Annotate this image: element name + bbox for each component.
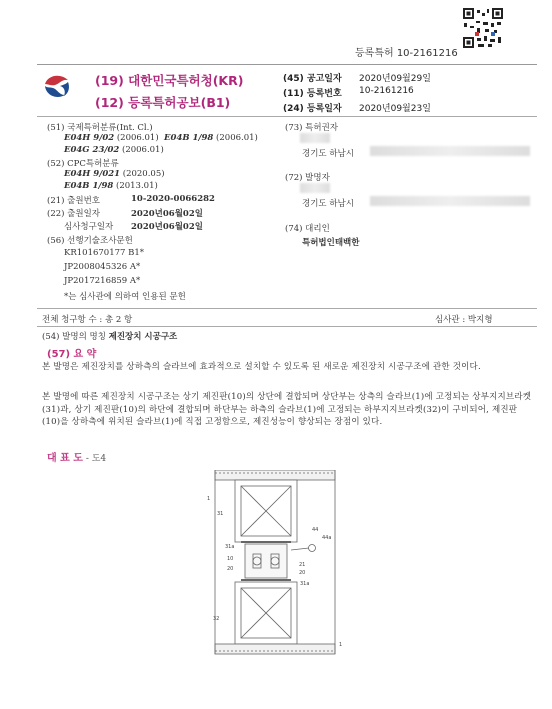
abstract-heading: (57) 요 약 [47, 349, 97, 360]
figure-label: 32 [213, 616, 220, 622]
office-title: (19) 대한민국특허청(KR) [95, 73, 244, 88]
pub-date-row [283, 71, 431, 84]
agent-name: 특허법인태백한 [302, 238, 360, 248]
inventor-label: (72) 발명자 [285, 173, 330, 183]
examiner: 심사관 : 박지형 [435, 315, 493, 325]
representative-figure [47, 449, 106, 464]
prior-art-note: *는 심사관에 의하여 인용된 문헌 [64, 292, 186, 302]
representative-drawing [205, 470, 350, 700]
figure-label: 1 [207, 496, 211, 502]
figure-label: 20 [299, 570, 306, 576]
pub-date-value: 2020년09월29일 [359, 74, 431, 84]
figure-label: 44a [322, 535, 332, 541]
figure-label: 31 [217, 511, 224, 517]
cpc-line1: E04H 9/021 (2020.05) [64, 169, 165, 179]
section-rule-mid [37, 308, 537, 309]
figure-label: 31a [225, 544, 235, 550]
inventor-address: 경기도 하남시 [302, 199, 354, 209]
int-cl-line2: E04G 23/02 (2006.01) [64, 145, 164, 155]
cpc-line2: E04B 1/98 (2013.01) [64, 181, 158, 191]
figure-label: 44 [312, 527, 319, 533]
int-cl-line1: E04H 9/02 (2006.01) E04B 1/98 (2006.01) [64, 133, 258, 143]
government-emblem-icon [42, 71, 72, 101]
cpc-label: (52) CPC특허분류 [47, 159, 119, 169]
pub-date-label: (45) 공고일자 [283, 74, 342, 84]
redacted-address [370, 196, 530, 206]
registration-number-top: 등록특허 10-2161216 [355, 48, 458, 59]
header-rule [37, 64, 537, 65]
patentee-label: (73) 특허권자 [285, 123, 338, 133]
app-date-label: (22) 출원일자 [47, 209, 100, 219]
prior-art-item: JP2017216859 A* [64, 276, 141, 286]
invention-title: 제진장치 시공구조 [108, 332, 178, 342]
int-cl-label: (51) 국제특허분류(Int. Cl.) [47, 123, 153, 133]
publication-type: (12) 등록특허공보(B1) [95, 95, 231, 110]
title-label: (54) 발명의 명칭 [42, 332, 106, 342]
exam-date-value: 2020년06월02일 [131, 222, 203, 232]
qr-code [463, 8, 503, 48]
prior-art-item: KR101670177 B1* [64, 248, 145, 258]
reg-date-value: 2020년09월23일 [359, 104, 431, 114]
figure-label: 21 [299, 562, 306, 568]
title-row [42, 330, 177, 342]
redacted-name [300, 183, 330, 193]
exam-date-label: 심사청구일자 [64, 222, 114, 232]
reg-date-row [283, 101, 431, 114]
abstract-paragraph-2: 본 발명에 따른 제진장치 시공구조는 상기 제진판(10)의 상단에 결합되며 상단부는 상측의 슬라브(1)에 고정되는 상부지지브라켓(31)과, 상기 제진판(10)의 하단에 결합되며 하단부는 하측의 슬라브(1)에 고정되는 하부지지브라켓(32)이 구비되어, 제진판(10)을 상하측에 위치된 슬라브(1)에 직접 고정함으로, 제진성능이 향상되는 장점이 있다. [42, 392, 532, 427]
patentee-address: 경기도 하남시 [302, 149, 354, 159]
section-rule-top [37, 116, 537, 117]
reg-number-value: 10-2161216 [359, 86, 414, 96]
abstract-paragraph-1: 본 발명은 제진장치를 상하측의 슬라브에 효과적으로 설치할 수 있도록 된 새로운 제진장치 시공구조에 관한 것이다. [42, 362, 481, 372]
figure-label: 10 [227, 556, 234, 562]
reg-number-label: (11) 등록번호 [283, 89, 342, 99]
figure-label: 20 [227, 566, 234, 572]
section-rule-title [37, 326, 537, 327]
reg-date-label: (24) 등록일자 [283, 104, 342, 114]
app-number-label: (21) 출원번호 [47, 196, 100, 206]
figure-label: 31a [300, 581, 310, 587]
reg-number-row [283, 86, 414, 99]
prior-art-item: JP2008045326 A* [64, 262, 141, 272]
claims-total: 전체 청구항 수 : 총 2 항 [42, 315, 133, 325]
figure-label: 1 [339, 642, 343, 648]
rep-label: 대 표 도 [47, 453, 83, 464]
rep-value: - 도4 [82, 454, 107, 464]
prior-art-label: (56) 선행기술조사문헌 [47, 236, 133, 246]
agent-label: (74) 대리인 [285, 224, 330, 234]
app-number-value: 10-2020-0066282 [131, 194, 215, 204]
redacted-address [370, 146, 530, 156]
redacted-name [300, 133, 330, 143]
app-date-value: 2020년06월02일 [131, 209, 203, 219]
